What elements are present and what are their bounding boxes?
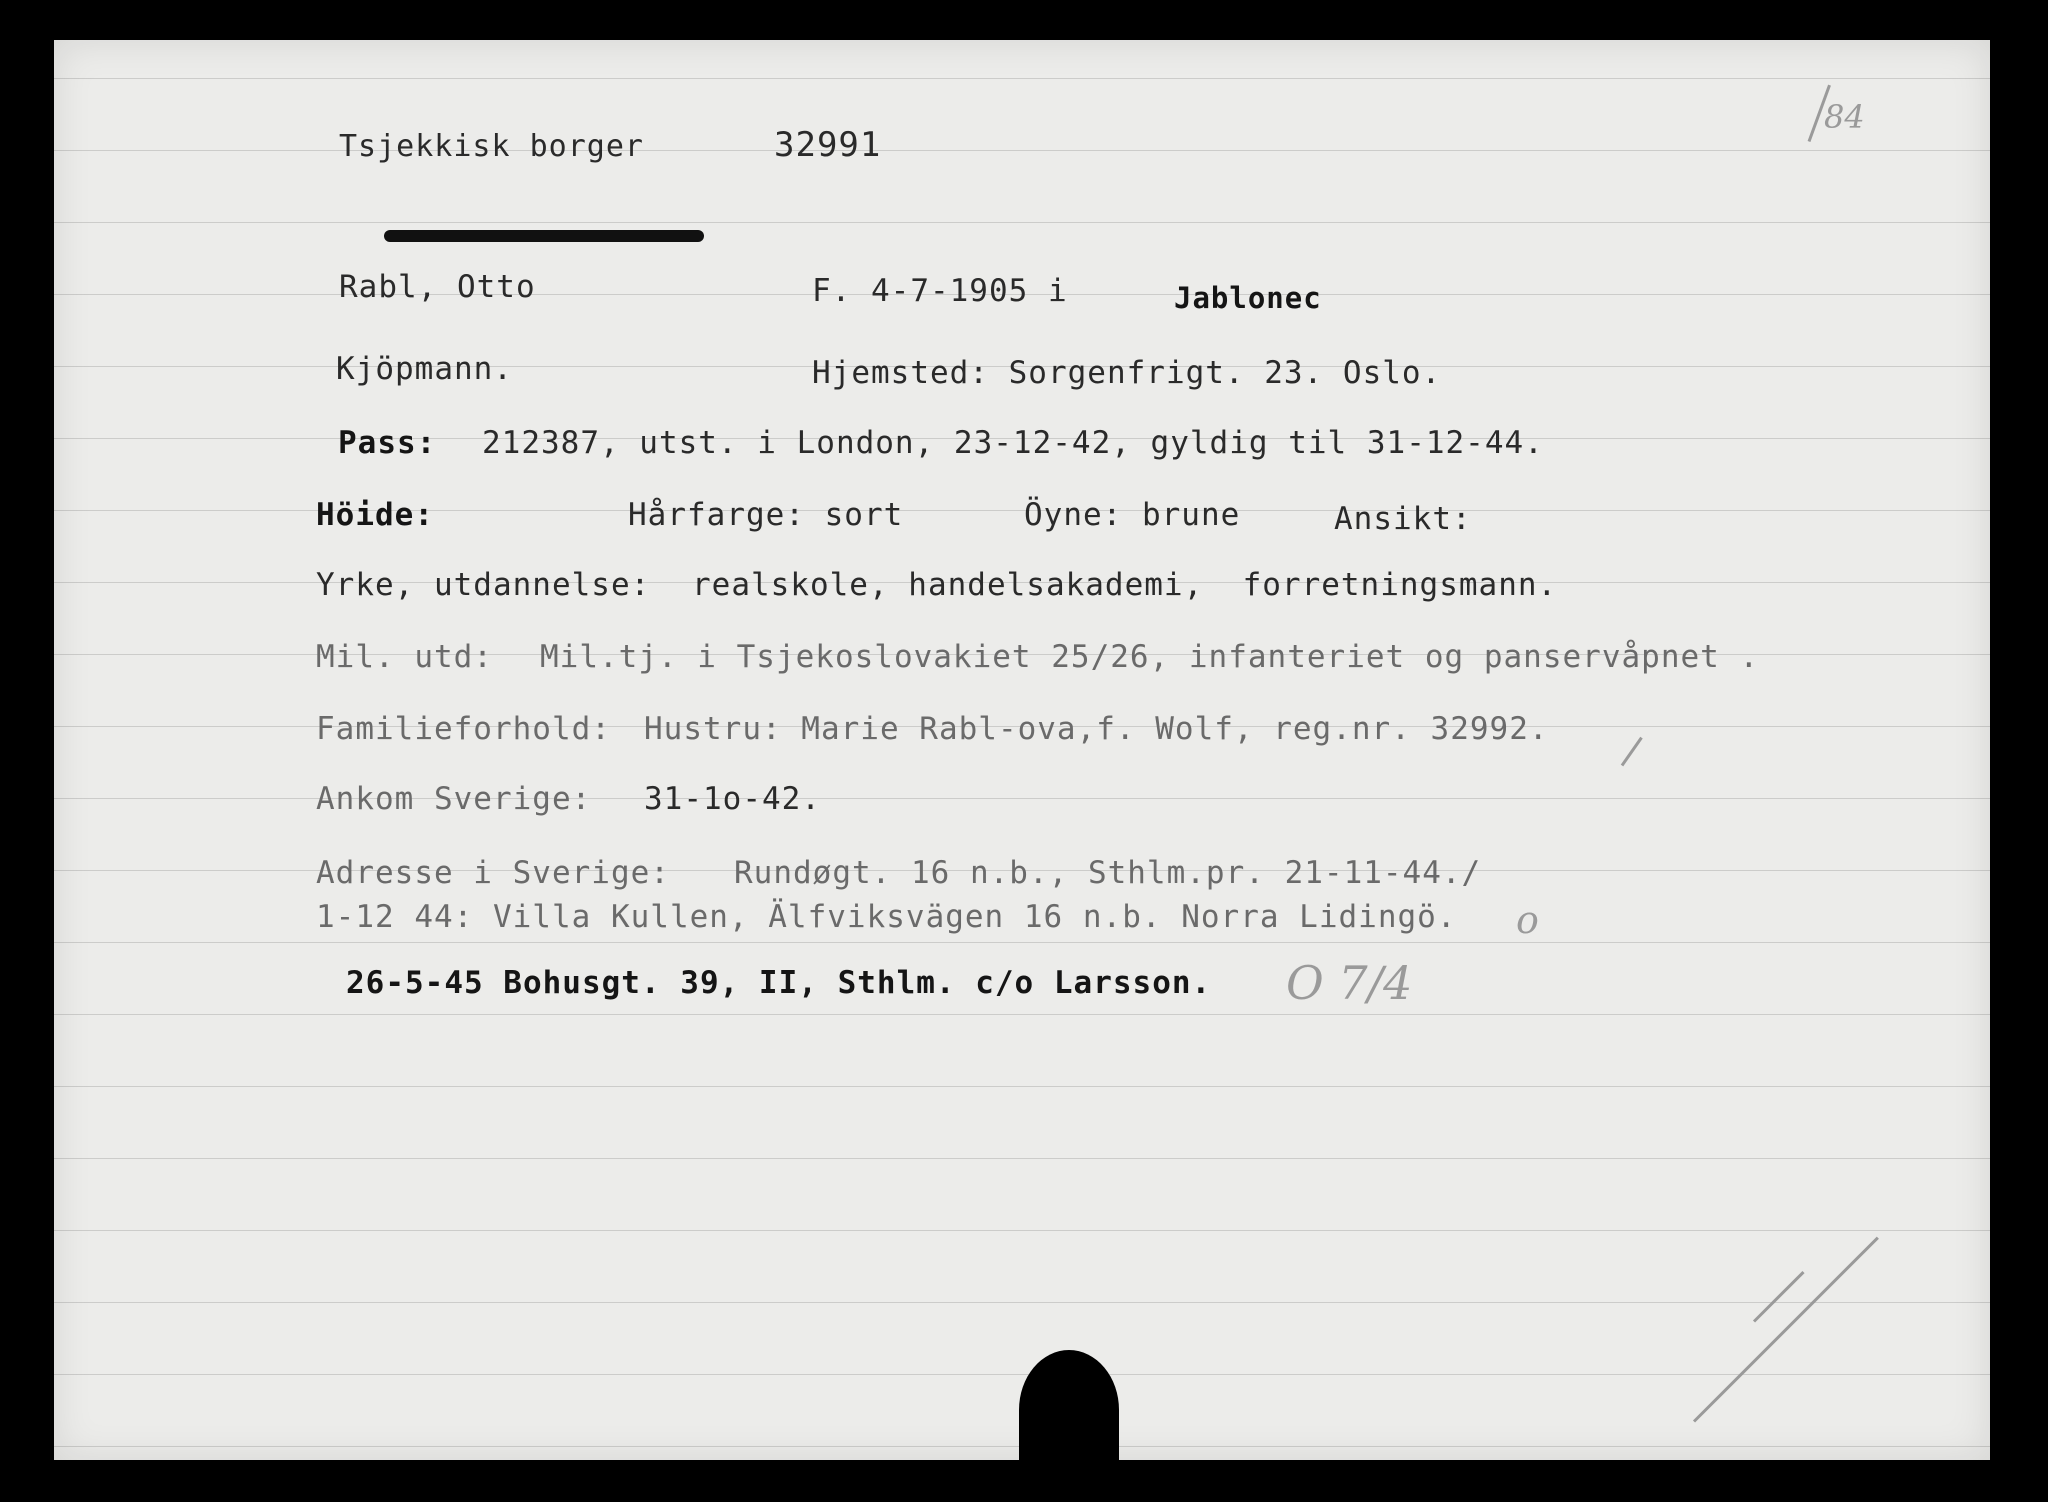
punch-hole	[1019, 1350, 1119, 1470]
birthplace: Jablonec	[1174, 281, 1322, 315]
occupation: Kjöpmann.	[336, 351, 513, 387]
adresse-line-1: Rundøgt. 16 n.b., Sthlm.pr. 21-11-44./	[734, 855, 1482, 891]
header-underline	[384, 230, 704, 242]
pencil-note: O 7/4	[1286, 956, 1413, 1010]
adresse-label: Adresse i Sverige:	[316, 855, 670, 891]
registration-card	[54, 40, 1990, 1460]
harfarge: Hårfarge: sort	[628, 497, 904, 533]
mil-label: Mil. utd:	[316, 639, 493, 675]
yrke-label: Yrke, utdannelse:	[316, 567, 651, 603]
yrke-value: realskole, handelsakademi, forretningsmann.	[692, 567, 1558, 603]
oyne: Öyne: brune	[1024, 497, 1241, 533]
familie-value: Hustru: Marie Rabl-ova,f. Wolf, reg.nr. 32992.	[644, 711, 1549, 747]
slash-mark-1	[1693, 1237, 1879, 1423]
ansikt-label: Ansikt:	[1334, 501, 1472, 537]
ankom-value: 31-1o-42.	[644, 781, 821, 817]
category-label: Tsjekkisk borger	[339, 129, 644, 164]
adresse-line-2: 1-12 44: Villa Kullen, Älfviksvägen 16 n.b. Norra Lidingö.	[316, 899, 1457, 935]
pass-value: 212387, utst. i London, 23-12-42, gyldig til 31-12-44.	[482, 425, 1544, 461]
hoide-label: Höide:	[316, 497, 434, 533]
corner-pencil-mark: 84	[1824, 98, 1865, 136]
registration-number: 32991	[774, 125, 882, 165]
birth-date: F. 4-7-1905 i	[812, 273, 1068, 309]
person-name: Rabl, Otto	[339, 269, 536, 305]
hjemsted: Hjemsted: Sorgenfrigt. 23. Oslo.	[812, 355, 1442, 391]
ankom-label: Ankom Sverige:	[316, 781, 592, 817]
circle-mark: o	[1516, 898, 1539, 942]
familie-label: Familieforhold:	[316, 711, 611, 747]
familie-check-mark	[1621, 737, 1643, 767]
pass-label: Pass:	[338, 425, 437, 461]
mil-value: Mil.tj. i Tsjekoslovakiet 25/26, infanteriet og panservåpnet .	[540, 639, 1760, 675]
adresse-line-3: 26-5-45 Bohusgt. 39, II, Sthlm. c/o Larsson.	[346, 965, 1212, 1001]
